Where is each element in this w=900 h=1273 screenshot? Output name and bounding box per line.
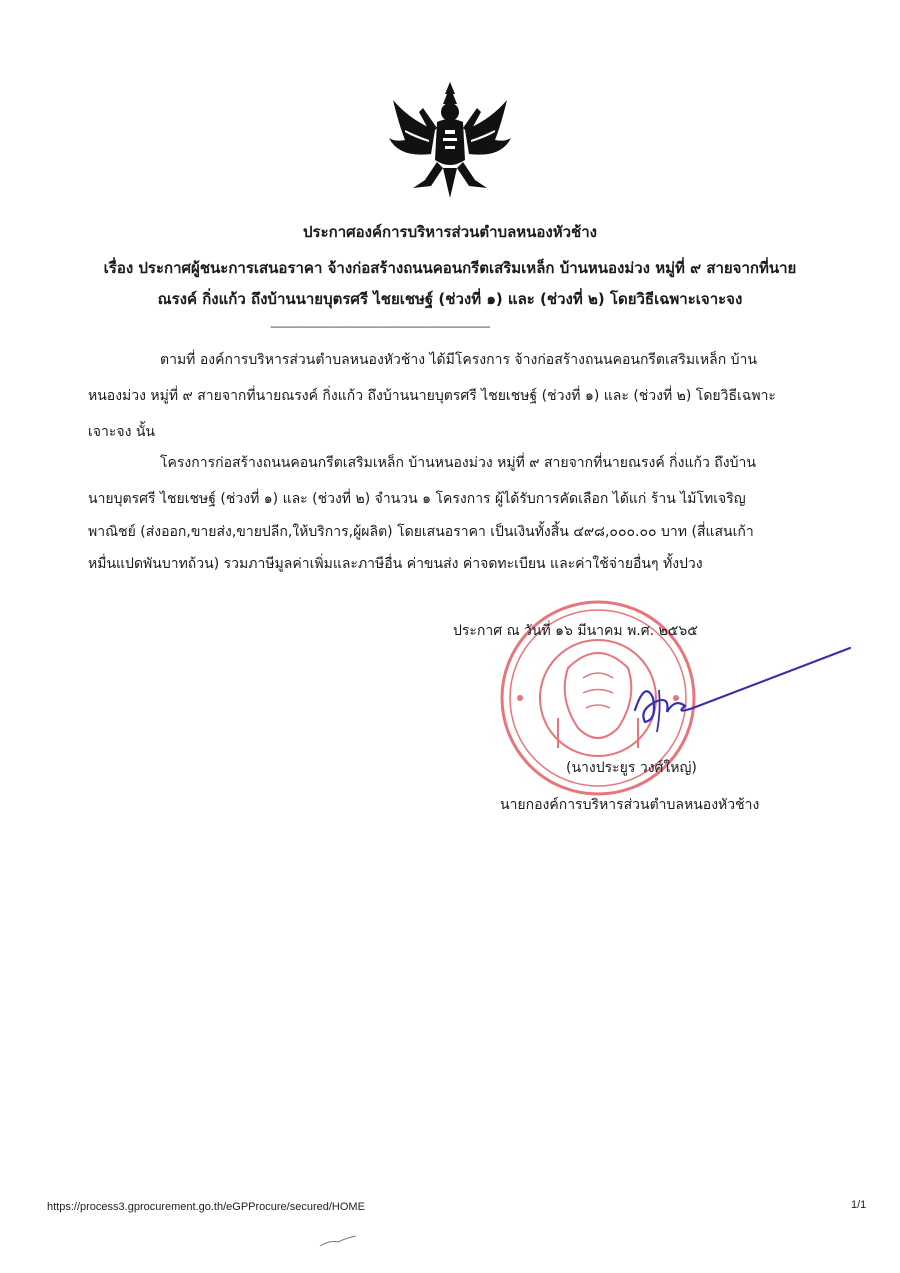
page-number: 1/1 xyxy=(851,1199,867,1211)
announcement-date: ประกาศ ณ วันที่ ๑๖ มีนาคม พ.ศ. ๒๕๖๕ xyxy=(453,623,698,639)
subject-line-2: ณรงค์ กิ่งแก้ว ถึงบ้านนายบุตรศรี ไชยเชษฐ์ (ช่วงที่ ๑) และ (ช่วงที่ ๒) โดยวิธีเฉพาะเจาะจง xyxy=(157,290,743,308)
announcement-title: ประกาศองค์การบริหารส่วนตำบลหนองหัวช้าง xyxy=(303,223,597,241)
footer-url: https://process3.gprocurement.go.th/eGPProcure/secured/HOME xyxy=(47,1201,365,1213)
handwritten-signature xyxy=(615,640,865,740)
paragraph-2-line-3: พาณิชย์ (ส่งออก,ขายส่ง,ขายปลีก,ให้บริการ,ผู้ผลิต) โดยเสนอราคา เป็นเงินทั้งสิ้น ๔๙๘,๐๐๐.๐๐ บาท (สี่แสนเก้า xyxy=(88,524,754,540)
paragraph-1-line-2: หนองม่วง หมู่ที่ ๙ สายจากที่นายณรงค์ กิ่งแก้ว ถึงบ้านนายบุตรศรี ไชยเชษฐ์ (ช่วงที่ ๑) และ (ช่วงที่ ๒) โดยวิธีเฉพาะ xyxy=(88,388,776,404)
paragraph-2-line-2: นายบุตรศรี ไชยเชษฐ์ (ช่วงที่ ๑) และ (ช่วงที่ ๒) จำนวน ๑ โครงการ ผู้ได้รับการคัดเลือก ได้แก่ ร้าน ไม้โทเจริญ xyxy=(88,491,746,507)
signer-position: นายกองค์การบริหารส่วนตำบลหนองหัวช้าง xyxy=(500,797,760,813)
paragraph-2-line-1: โครงการก่อสร้างถนนคอนกรีตเสริมเหล็ก บ้านหนองม่วง หมู่ที่ ๙ สายจากที่นายณรงค์ กิ่งแก้ว ถึงบ้าน xyxy=(160,455,756,471)
paragraph-2-line-4: หมื่นแปดพันบาทถ้วน) รวมภาษีมูลค่าเพิ่มและภาษีอื่น ค่าขนส่ง ค่าจดทะเบียน และค่าใช้จ่ายอื่นๆ ทั้งปวง xyxy=(88,556,703,572)
paragraph-1-line-1: ตามที่ องค์การบริหารส่วนตำบลหนองหัวช้าง ได้มีโครงการ จ้างก่อสร้างถนนคอนกรีตเสริมเหล็ก บ้าน xyxy=(160,352,757,368)
pencil-mark xyxy=(318,1234,358,1248)
garuda-emblem-icon xyxy=(385,80,515,200)
paragraph-1-line-3: เจาะจง นั้น xyxy=(88,424,155,440)
signer-name: (นางประยูร วงศ์ใหญ่) xyxy=(566,760,697,776)
separator-line: -------------------------------------------------------------------------- xyxy=(270,320,490,333)
subject-line-1: เรื่อง ประกาศผู้ชนะการเสนอราคา จ้างก่อสร้างถนนคอนกรีตเสริมเหล็ก บ้านหนองม่วง หมู่ที่ ๙ สายจากที่นาย xyxy=(103,259,797,277)
